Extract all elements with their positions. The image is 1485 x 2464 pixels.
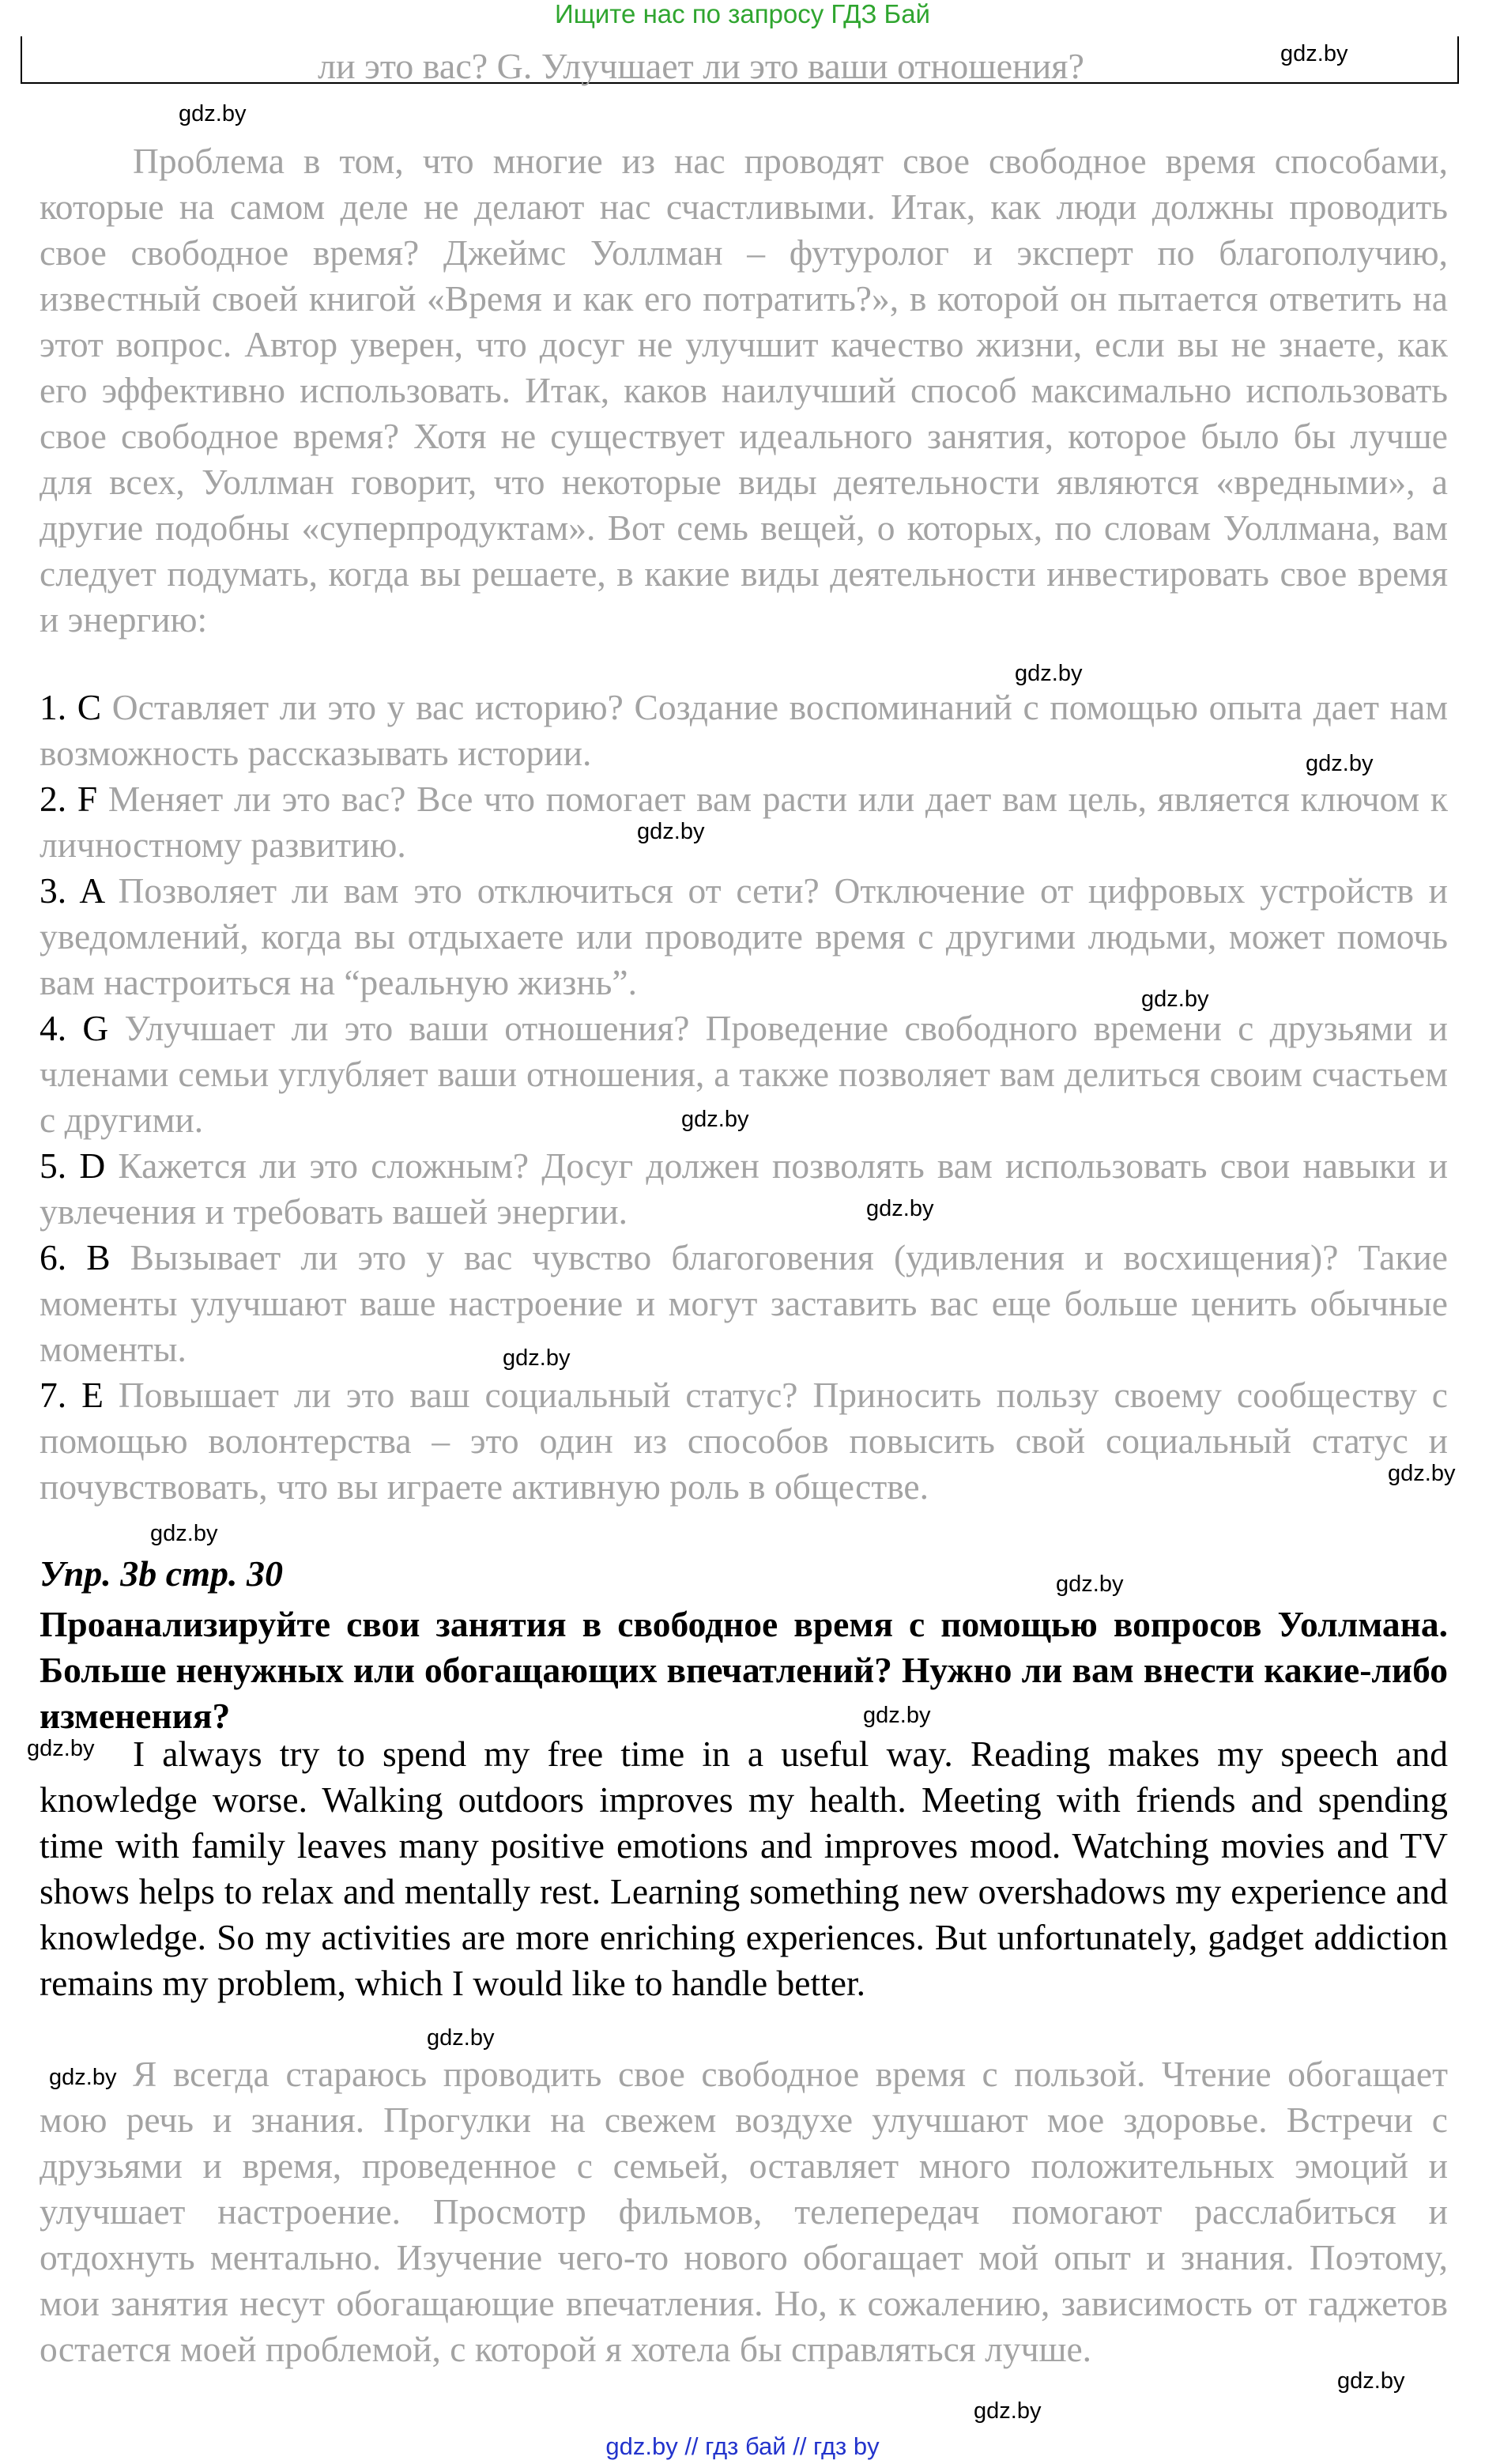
answer-russian: Я всегда стараюсь проводить свое свободное время с пользой. Чтение обогащает мою речь и знания. Прогулки на свежем воздухе улучшают мое здоровье. Встречи с друзьями и время, проведенное с семьей, оставляет много положительных эмоций и улучшает настроение. Просмотр фильмов, телепередач помогают расслабиться и отдохнуть ментально. Изучение чего-то нового обогащает мой опыт и знания. Поэтому, мои занятия несут обогащающие впечатления. Но, к сожалению, зависимость от гаджетов остается моей проблемой, с которой я хотела бы справляться лучше. (40, 2054, 1448, 2369)
watermark: gdz.by (179, 101, 247, 126)
answer-english: I always try to spend my free time in a useful way. Reading makes my speech and knowledge worse. Walking outdoors improves my health. Meeting with friends and spending time with family leaves many positive emotions and improves mood. Watching movies and TV shows helps to relax and mentally rest. Learning something new overshadows my experience and knowledge. So my activities are more enriching experiences. But unfortunately, gadget addiction remains my problem, which I would like to handle better. (40, 1734, 1448, 2003)
watermark: gdz.by (427, 2025, 495, 2051)
list-item-5: 5. D Кажется ли это сложным? Досуг должен позволять вам использовать свои навыки и увлечения и требовать вашей энергии. (40, 1145, 1449, 1232)
watermark: gdz.by (974, 2398, 1042, 2424)
watermark: gdz.by (637, 819, 705, 844)
list-item-4: 4. G Улучшает ли это ваши отношения? Проведение свободного времени с друзьями и членами семьи углубляет ваши отношения, а также позволяет вам делиться своим счастьем с другими. (40, 1008, 1449, 1140)
watermark: gdz.by (27, 1736, 95, 1761)
watermark: gdz.by (1388, 1461, 1456, 1486)
watermark: gdz.by (1280, 41, 1348, 66)
exercise-title: Упр. 3b стр. 30 (40, 1553, 284, 1594)
cut-off-line: ли это вас? G. Улучшает ли это ваши отношения? (318, 46, 1084, 86)
watermark: gdz.by (1306, 751, 1374, 776)
watermark: gdz.by (1056, 1572, 1124, 1597)
watermark: gdz.by (1337, 2368, 1405, 2394)
watermark: gdz.by (1015, 661, 1083, 686)
watermark: gdz.by (49, 2065, 117, 2090)
list-item-3: 3. A Позволяет ли вам это отключиться от сети? Отключение от цифровых устройств и уведомлений, когда вы отдыхаете или проводите время с другими людьми, может помочь вам настроиться на “реальную жизнь”. (40, 870, 1449, 1002)
watermark: gdz.by (150, 1521, 218, 1546)
list-item-6: 6. B Вызывает ли это у вас чувство благоговения (удивления и восхищения)? Такие моменты улучшают ваше настроение и могут заставить вас еще больше ценить обычные моменты. (40, 1237, 1448, 1369)
list-item-1: 1. C Оставляет ли это у вас историю? Создание воспоминаний с помощью опыта дает нам возможность рассказывать истории. (40, 687, 1448, 773)
footer-links[interactable]: gdz.by // гдз бай // гдз by (605, 2432, 880, 2460)
list-item-2: 2. F Меняет ли это вас? Все что помогает вам расти или дает вам цель, является ключом к личностному развитию. (40, 779, 1449, 865)
list-item-7: 7. E Повышает ли это ваш социальный статус? Приносить пользу своему сообществу с помощью волонтерства – это один из способов повысить свой социальный статус и почувствовать, что вы играете активную роль в обществе. (40, 1375, 1449, 1507)
intro-paragraph: Проблема в том, что многие из нас проводят свое свободное время способами, которые на самом деле не делают нас счастливыми. Итак, как люди должны проводить свое свободное время? Джеймс Уоллман – футуролог и эксперт по благополучию, известный своей книгой «Время и как его потратить?», в которой он пытается ответить на этот вопрос. Автор уверен, что досуг не улучшит качество жизни, если вы не знаете, как его эффективно использовать. Итак, каков наилучший способ максимально использовать свое свободное время? Хотя не существует идеального занятия, которое было бы лучше для всех, Уоллман говорит, что некоторые виды деятельности являются «вредными», а другие подобны «суперпродуктам». Вот семь вещей, о которых, по словам Уоллмана, вам следует подумать, когда вы решаете, в какие виды деятельности инвестировать свое время и энергию: (40, 141, 1448, 640)
watermark: gdz.by (681, 1107, 749, 1132)
top-banner[interactable]: Ищите нас по запросу ГДЗ Бай (555, 0, 930, 28)
watermark: gdz.by (866, 1196, 934, 1221)
watermark: gdz.by (503, 1345, 571, 1371)
exercise-task: Проанализируйте свои занятия в свободное время с помощью вопросов Уоллмана. Больше ненужных или обогащающих впечатлений? Нужно ли вам внести какие-либо изменения? (40, 1604, 1448, 1736)
watermark: gdz.by (1141, 987, 1209, 1012)
watermark: gdz.by (863, 1703, 931, 1728)
